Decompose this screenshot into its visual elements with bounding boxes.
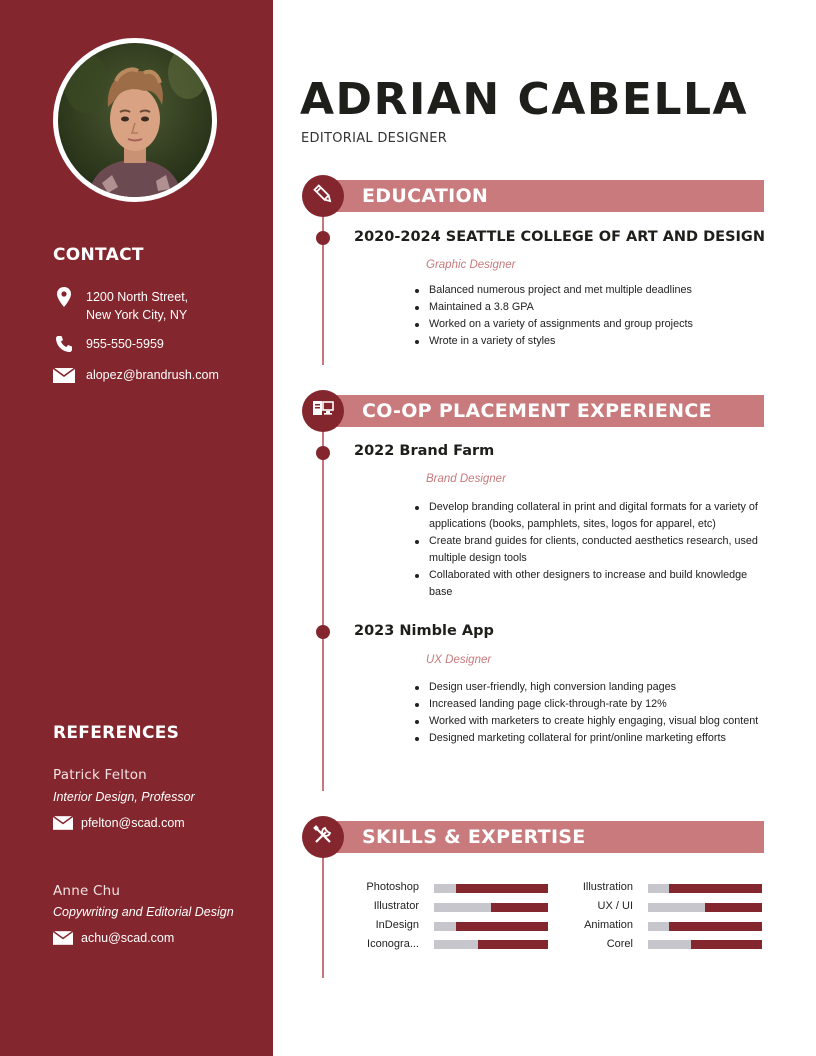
experience-entry-title: 2022 Brand Farm: [354, 443, 495, 459]
reference-email-row: [53, 931, 174, 945]
pencil-icon: [312, 183, 334, 210]
phone-number: 955-550-5959: [86, 337, 164, 351]
skill-bar-remainder: [434, 922, 456, 931]
reference-name: Anne Chu: [53, 883, 121, 899]
list-item: Increased landing page click-through-rate by 12%: [429, 696, 759, 713]
experience-icon-badge: [302, 390, 344, 432]
list-item: Develop branding collateral in print and digital formats for a variety of applications (books, pamphlets, sites, logos for apparel, etc): [429, 499, 759, 533]
skill-label: Animation: [584, 919, 633, 931]
skill-bar: [648, 940, 762, 949]
list-item: Balanced numerous project and met multiple deadlines: [429, 282, 759, 299]
reference-email[interactable]: achu@scad.com: [81, 931, 175, 945]
skill-label: Illustration: [582, 881, 633, 893]
experience-heading: CO-OP PLACEMENT EXPERIENCE: [362, 400, 712, 422]
skill-bar: [434, 884, 548, 893]
skill-bar-remainder: [648, 903, 705, 912]
address-line-1: 1200 North Street,: [86, 290, 189, 304]
contact-heading: CONTACT: [53, 245, 144, 265]
skills-section-bar: [322, 821, 764, 853]
location-pin-icon: [53, 288, 75, 306]
experience-bullets: [429, 499, 759, 601]
contact-address: [53, 288, 188, 324]
education-bullets: [429, 282, 759, 350]
sidebar: [0, 0, 273, 1056]
phone-icon: [53, 335, 75, 353]
skills-timeline: [322, 850, 324, 978]
list-item: Collaborated with other designers to increase and build knowledge base: [429, 567, 759, 601]
skills-heading: SKILLS & EXPERTISE: [362, 826, 586, 848]
list-item: Wrote in a variety of styles: [429, 333, 759, 350]
skill-bar-remainder: [648, 922, 669, 931]
education-heading: EDUCATION: [362, 185, 489, 207]
education-section-bar: [322, 180, 764, 212]
address-line-2: New York City, NY: [86, 308, 188, 322]
list-item: Maintained a 3.8 GPA: [429, 299, 759, 316]
experience-entry-subtitle: Brand Designer: [426, 473, 506, 485]
envelope-icon: [53, 816, 75, 830]
skill-bar-remainder: [434, 903, 491, 912]
list-item: Create brand guides for clients, conducted aesthetics research, used multiple design tools: [429, 533, 759, 567]
skill-bar-remainder: [648, 884, 669, 893]
experience-section-bar: [322, 395, 764, 427]
skill-label: Iconogra...: [367, 938, 419, 950]
timeline-dot: [316, 625, 330, 639]
envelope-icon: [53, 931, 75, 945]
education-entry-title: 2020-2024 SEATTLE COLLEGE OF ART AND DESIGN: [354, 229, 765, 245]
experience-bullets: [429, 679, 759, 747]
list-item: Worked on a variety of assignments and group projects: [429, 316, 759, 333]
list-item: Designed marketing collateral for print/online marketing efforts: [429, 730, 759, 747]
envelope-icon: [53, 366, 75, 384]
skill-label: Illustrator: [373, 900, 419, 912]
experience-entry-title: 2023 Nimble App: [354, 623, 494, 639]
reference-email-row: [53, 816, 185, 830]
education-entry-subtitle: Graphic Designer: [426, 259, 516, 271]
reference-title: Copywriting and Editorial Design: [53, 905, 234, 919]
skill-label: Corel: [606, 938, 633, 950]
email-address[interactable]: alopez@brandrush.com: [86, 368, 219, 382]
references-heading: REFERENCES: [53, 723, 180, 743]
candidate-role: EDITORIAL DESIGNER: [301, 131, 448, 146]
skill-label: UX / UI: [597, 900, 633, 912]
list-item: Worked with marketers to create highly engaging, visual blog content: [429, 713, 759, 730]
candidate-name: ADRIAN CABELLA: [300, 74, 749, 125]
skill-label: InDesign: [375, 919, 419, 931]
skill-bar: [434, 940, 548, 949]
skill-bar: [434, 903, 548, 912]
skill-bar: [648, 884, 762, 893]
reference-title: Interior Design, Professor: [53, 790, 195, 804]
skill-bar: [648, 903, 762, 912]
timeline-dot: [316, 231, 330, 245]
profile-photo-ring: [53, 38, 217, 202]
experience-timeline: [322, 425, 324, 791]
profile-photo: [58, 43, 212, 197]
timeline-dot: [316, 446, 330, 460]
education-icon-badge: [302, 175, 344, 217]
skill-bar: [648, 922, 762, 931]
skill-bar-remainder: [434, 884, 456, 893]
experience-entry-subtitle: UX Designer: [426, 654, 492, 666]
reference-name: Patrick Felton: [53, 767, 147, 783]
skill-bar-remainder: [648, 940, 691, 949]
computer-icon: [312, 399, 334, 424]
skill-bar-remainder: [434, 940, 478, 949]
reference-email[interactable]: pfelton@scad.com: [81, 816, 185, 830]
list-item: Design user-friendly, high conversion landing pages: [429, 679, 759, 696]
contact-email: [53, 366, 219, 384]
contact-phone: [53, 335, 164, 353]
tools-icon: [312, 824, 334, 851]
skill-label: Photoshop: [366, 881, 419, 893]
skills-icon-badge: [302, 816, 344, 858]
skill-bar: [434, 922, 548, 931]
